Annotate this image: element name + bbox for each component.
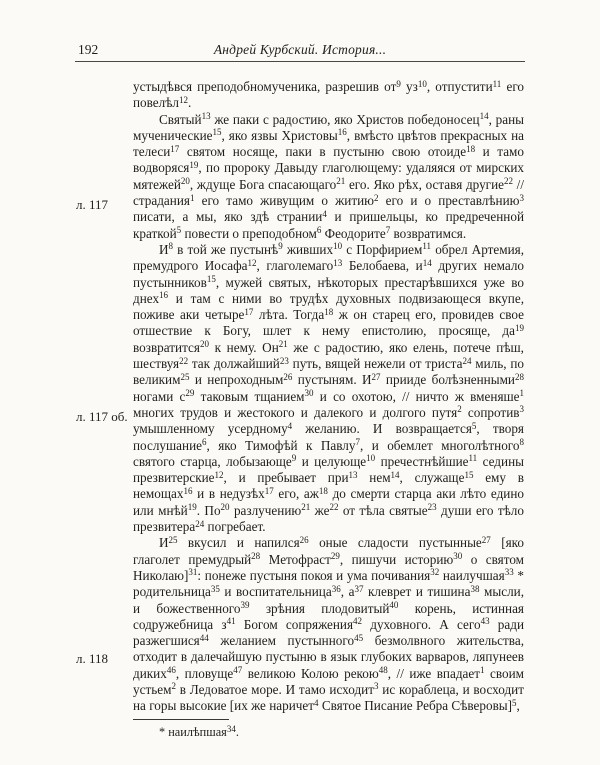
variant-reading-number: 15 [212,127,222,138]
variant-reading-number: 21 [336,176,346,187]
footnote: * наилѣпшая$^{34}$. [159,723,239,739]
variant-reading-number: 21 [301,502,311,513]
variant-reading-number: 46 [166,665,176,676]
variant-reading-number: 4 [314,697,319,708]
variant-reading-number: 41 [226,616,236,627]
variant-reading-number: 7 [385,225,391,236]
variant-reading-number: 24 [462,355,472,366]
footnote-rule [133,719,229,720]
variant-reading-number: 12 [247,257,257,268]
variant-reading-number: 19 [187,502,197,513]
running-title: Андрей Курбский. История... [213,42,387,57]
variant-reading-number: 31 [188,567,198,578]
variant-reading-number: 16 [159,290,169,301]
variant-reading-number: 22 [504,176,513,187]
variant-reading-number: 13 [348,469,358,480]
variant-reading-number: 30 [453,551,463,562]
variant-reading-number: 21 [278,339,288,350]
variant-reading-number: 12 [214,469,224,480]
variant-reading-number: 6 [316,225,322,236]
variant-reading-number: 30 [304,388,314,399]
variant-reading-number: 9 [278,241,283,252]
variant-reading-number: 4 [322,208,327,219]
variant-reading-number: 22 [329,502,339,513]
variant-reading-number: 5 [471,420,477,431]
body-text [133,79,524,715]
variant-reading-number: 26 [283,371,293,382]
variant-reading-number: 1 [480,665,485,676]
variant-reading-number: 29 [330,551,340,562]
variant-reading-number: 35 [210,583,220,594]
folio-note-117: л. 117 [76,197,109,212]
variant-reading-number: 32 [430,567,440,578]
variant-reading-number: 14 [390,469,400,480]
variant-reading-number: 15 [464,469,474,480]
variant-reading-number: 7 [355,437,360,448]
variant-reading-number: 6 [201,437,207,448]
header-rule [75,61,525,62]
variant-reading-number: 11 [492,78,502,89]
paragraph: устыдѣвся преподобномученика, разрешив $от^9$ $уз^{10}$, отпустити$^{11}$ его повелѣл$^{12}$. [133,78,524,111]
variant-reading-number: 33 [504,567,514,578]
variant-reading-number: 19 [515,322,524,333]
paragraph: $И^8$ в той же пустынѣ$^9$ живших$^{10}$ с Порфирием$^{11}$ обрел Артемия, премудрого Иосафа$^{12}$, глаголемаго$^{13}$ Белобаева, $и^{14}$ других немало пустынников$^{15}$, мужей святых, нѣкоторых престарѣвшихся уже во днех$^{16}$ и там с ними во трудѣх духовных подвизающеся вкупе, поживе аки четыре$^{17}$ лѣта. Тогда$^{18}$ ж он старец его, провидев свое отшествие к Богу, шлет к нему епистолию, просяще, $да^{19}$ возвратится$^{20}$ к нему. $Он^{21}$ же с радостию, яко елень, потече пѣш, шествуя$^{22}$ так должайший$^{23}$ путь, вящей нежели от триста$^{24}$ миль, по великим$^{25}$ и непроходным$^{26}$ пустыням. $И^{27}$ прииде болѣзненными$^{28}$ ногами $с^{29}$ таковым тщанием$^{30}$ и со охотою, // ничто ж вменяше$^1$ многих трудов и жестокого и далекого и долгого путя$^2$ сопротив$^3$ умышленному усердному$^4$ желанию. И возвращается$^5$, творя послушание$^6$, яко Тимофѣй к Павлу$^7$, и обемлет многолѣтного$^8$ святого старца, лобызающе$^9$ и целующе$^{10}$ пречестнѣйшие$^{11}$ седины презвитерские$^{12}$, и пребывает при$^{13}$ нем$^{14}$, служаще$^{15}$ ему в немощах$^{16}$ и в недузѣх$^{17}$ его, $аж^{18}$ до смерти старца аки лѣто едино или мнѣй$^{19}$. $По^{20}$ разлучению$^{21}$ $же^{22}$ от тѣла святые$^{23}$ души его тѣло презвитера$^{24}$ погребает. [133,241,525,535]
variant-reading-number: 20 [199,339,209,350]
variant-reading-number: 27 [371,371,381,382]
variant-reading-number: 17 [264,485,274,496]
variant-reading-number: 26 [299,534,309,545]
variant-reading-number: 13 [201,111,211,122]
folio-note-117-ob: л. 117 об. [76,409,128,424]
variant-reading-number: 11 [422,241,432,252]
variant-reading-number: 11 [468,453,478,464]
variant-reading-number: 5 [176,225,182,236]
variant-reading-number: 40 [389,600,399,610]
variant-reading-number: 20 [180,176,190,187]
variant-reading-number: 8 [519,437,524,448]
variant-reading-number: 34 [226,723,236,734]
variant-reading-number: 38 [470,583,480,594]
variant-reading-number: 14 [422,257,432,268]
variant-reading-number: 16 [183,485,193,496]
variant-reading-number: 10 [417,78,427,89]
variant-reading-number: 25 [168,534,178,545]
variant-reading-number: 18 [324,306,334,317]
variant-reading-number: 44 [199,632,209,643]
variant-reading-number: 15 [206,274,216,285]
variant-reading-number: 43 [480,616,490,627]
variant-reading-number: 25 [180,371,190,382]
paragraph: $И^{25}$ вкусил и напился$^{26}$ оные сладости пустынные$^{27}$ [яко глаголет премудрый$^{28}$ Метофраст$^{29}$, пишучи историю$^{30}$ о святом Николаю]$^{31}$: понеже пустыня покоя и ума почивания$^{32}$ наилучшая$^{33}$ * родительница$^{35}$ и воспитательница$^{36}$, $а^{37}$ клеврет и тишина$^{38}$ мысли, и божественного$^{39}$ зрѣния плодовитый$^{40}$ корень, истинная содружебница $з^{41}$ Богом сопряжения$^{42}$ духовного. А сего$^{43}$ ради разжегшися$^{44}$ желанием пустынного$^{45}$ безмолвного жительства, отходит в далечайшую пустыню в язык глубоких варваров, ляпунеев диких$^{46}$, пловуще$^{47}$ великою Колою рекою$^{48}$, // иже впадает$^1$ своим устьем$^2$ в Ледоватое море. И тамо исходит$^3$ ис кораблеца, и восходит на горы высокие [их же наричет$^4$ Святое Писание Ребра Сѣверовы]$^5$, [133,534,525,714]
variant-reading-number: 23 [279,355,289,366]
variant-reading-number: 2 [374,192,379,203]
variant-reading-number: 29 [185,388,195,399]
variant-reading-number: 23 [427,502,437,513]
variant-reading-number: 19 [189,159,199,170]
variant-reading-number: 10 [366,453,376,464]
variant-reading-number: 42 [353,616,363,627]
variant-reading-number: 12 [178,94,188,105]
variant-reading-number: 9 [291,453,297,464]
variant-reading-number: 1 [519,388,525,399]
folio-note-118: л. 118 [76,651,109,666]
variant-reading-number: 36 [331,583,341,594]
page-header [75,42,525,60]
variant-reading-number: 45 [354,632,364,643]
variant-reading-number: 48 [378,665,388,676]
variant-reading-number: 2 [171,681,176,692]
variant-reading-number: 17 [244,306,254,317]
variant-reading-number: 28 [515,371,524,382]
variant-reading-number: 5 [512,697,517,708]
variant-reading-number: 20 [220,502,230,513]
variant-reading-number: 9 [396,78,401,89]
variant-reading-number: 24 [195,518,205,529]
variant-reading-number: 47 [233,665,243,676]
variant-reading-number: 3 [519,192,525,203]
variant-reading-number: 4 [287,420,293,431]
page-number: 192 [78,42,99,57]
paragraph: Святый$^{13}$ же паки с радостию, яко Христов победоносец$^{14}$, раны мученические$^{15}$, яко язвы Христовы$^{16}$, вмѣсто цвѣтов прекрасных на телеси$^{17}$ святом носяще, паки в пустыню свою отоиде$^{18}$ и тамо водворяся$^{19}$, по пророку Давыду глаголющему: удаляяся от мирских мятежей$^{20}$, ждуще Бога спасающаго$^{21}$ его. Яко рѣх, оставя другие$^{22}$ // страдания$^1$ его тамо живущим о житию$^2$ его и о преставлѣнию$^3$ писати, а мы, яко здѣ странии$^4$ и пришельцы, ко предреченной краткой$^5$ повести о преподобном$^6$ Феодорите$^7$ возвратимся. [133,111,525,241]
variant-reading-number: 18 [318,485,328,496]
variant-reading-number: 3 [374,681,379,692]
variant-reading-number: 3 [519,404,524,415]
variant-reading-number: 18 [466,143,476,154]
variant-reading-number: 2 [457,404,462,415]
variant-reading-number: 16 [337,127,347,138]
variant-reading-number: 1 [189,192,195,203]
variant-reading-number: 10 [333,241,343,252]
variant-reading-number: 8 [168,241,174,252]
variant-reading-number: 37 [354,583,364,594]
variant-reading-number: 17 [170,143,180,154]
variant-reading-number: 27 [481,534,491,545]
variant-reading-number: 39 [240,600,250,610]
variant-reading-number: 13 [333,257,343,268]
variant-reading-number: 22 [179,355,189,366]
variant-reading-number: 28 [251,551,261,562]
variant-reading-number: 14 [479,111,489,122]
